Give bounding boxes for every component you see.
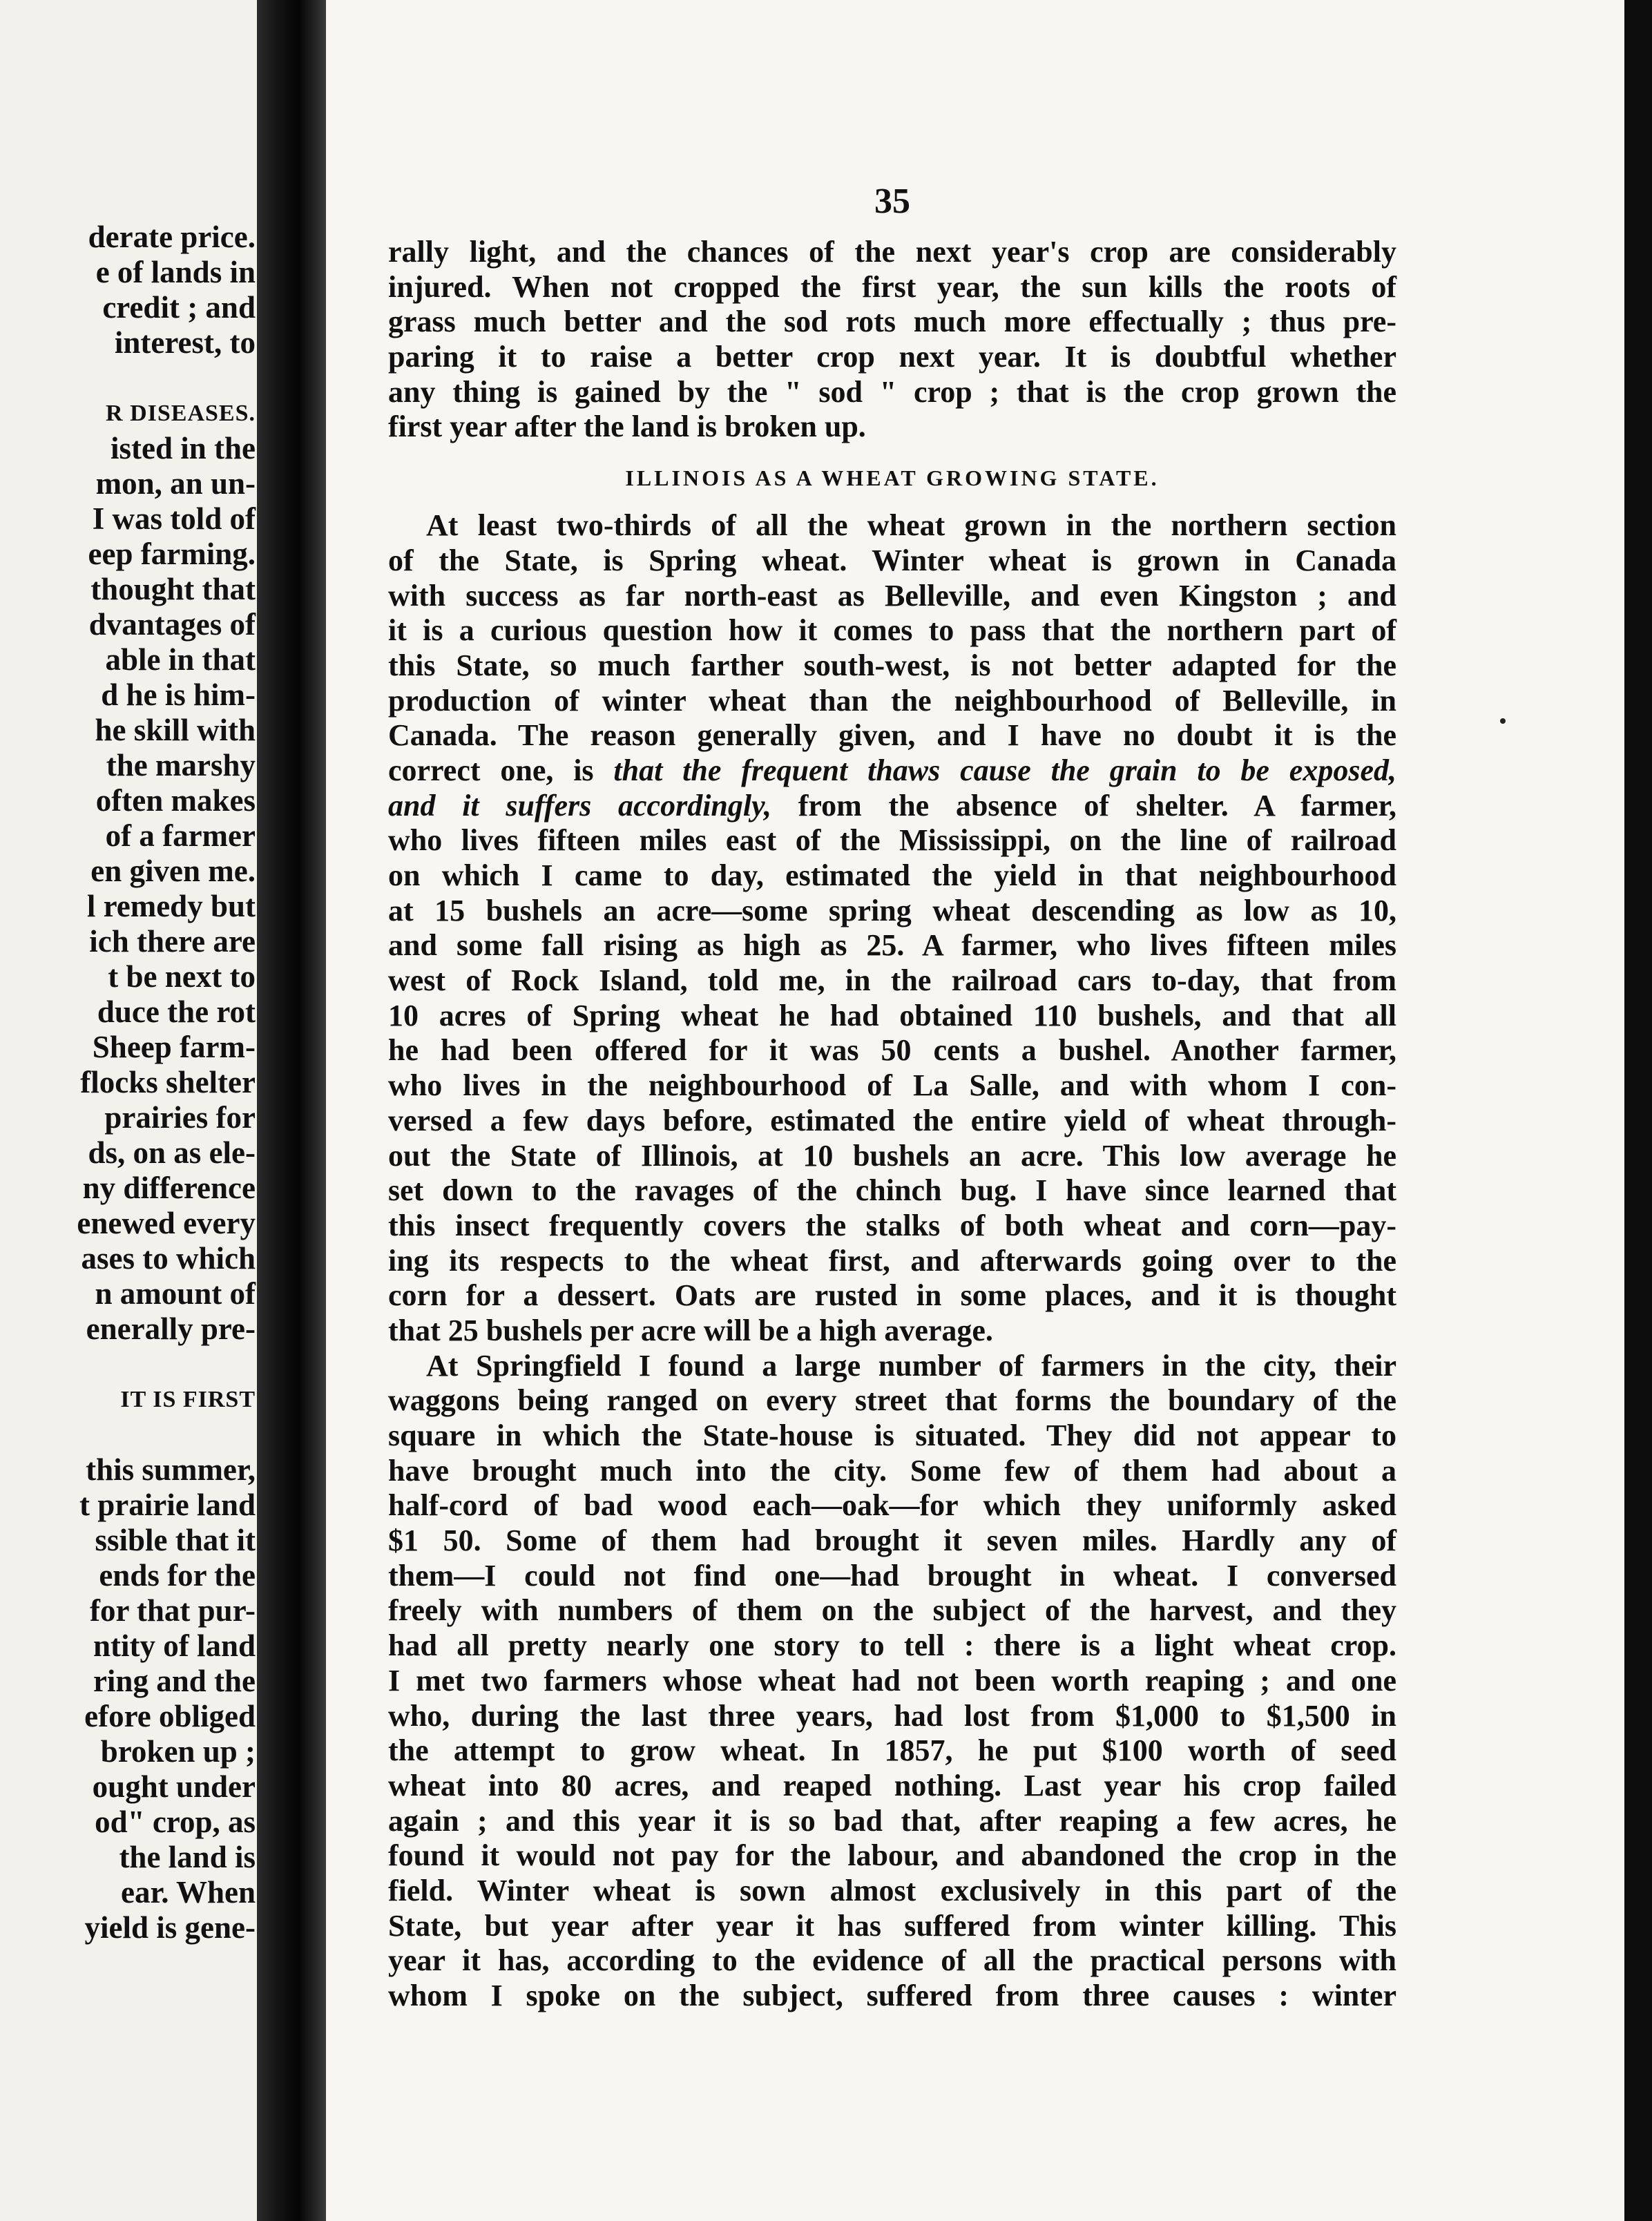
left-page-line: ich there are bbox=[89, 924, 256, 959]
left-page-line: t prairie land bbox=[79, 1488, 256, 1522]
left-page-line: often makes bbox=[95, 783, 256, 818]
left-page-line: efore obliged bbox=[84, 1699, 256, 1733]
left-page-line: eep farming. bbox=[88, 537, 256, 571]
text-line: At Springfield I found a large number of farmers in the city, their bbox=[426, 1348, 1396, 1383]
italic-phrase: and it suffers accordingly, bbox=[388, 788, 772, 823]
left-page-line: derate price. bbox=[88, 220, 256, 254]
left-page-line: ntity of land bbox=[93, 1628, 256, 1663]
page-body bbox=[388, 235, 1396, 2014]
left-page-line: broken up ; bbox=[100, 1734, 256, 1769]
right-page bbox=[326, 0, 1624, 2221]
left-page-line: IT IS FIRST bbox=[120, 1387, 256, 1412]
text-line: set down to the ravages of the chinch bug. I have since learned that bbox=[388, 1173, 1396, 1208]
left-page-line: ds, on as ele- bbox=[88, 1135, 256, 1170]
left-page-line bbox=[0, 1417, 256, 1452]
text-line: with success as far north-east as Belleville, and even Kingston ; and bbox=[388, 578, 1396, 613]
left-page-line: flocks shelter bbox=[80, 1065, 256, 1099]
left-page-line: Sheep farm- bbox=[92, 1030, 256, 1064]
text-line: $1 50. Some of them had brought it seven miles. Hardly any of bbox=[388, 1523, 1396, 1558]
text-line: injured. When not cropped the first year, the sun kills the roots of bbox=[388, 269, 1396, 304]
left-page-line: ought under bbox=[92, 1769, 256, 1804]
text-line: I met two farmers whose wheat had not been worth reaping ; and one bbox=[388, 1663, 1396, 1698]
text-line: 10 acres of Spring wheat he had obtained 110 bushels, and that all bbox=[388, 998, 1396, 1032]
text-line: corn for a dessert. Oats are rusted in some places, and it is thought bbox=[388, 1278, 1396, 1313]
left-page-line: he skill with bbox=[95, 713, 256, 747]
left-page-text bbox=[0, 220, 256, 1945]
text-line: At least two-thirds of all the wheat grown in the northern section bbox=[426, 508, 1396, 543]
left-page-line: this summer, bbox=[86, 1452, 256, 1487]
text-line: and some fall rising as high as 25. A farmer, who lives fifteen miles bbox=[388, 928, 1396, 963]
left-page-line: od" crop, as bbox=[95, 1805, 256, 1839]
text-line: year it has, according to the evidence of all the practical persons with bbox=[388, 1943, 1396, 1978]
paragraph-1 bbox=[388, 235, 1396, 445]
left-page-line: l remedy but bbox=[86, 889, 256, 923]
text-line: the attempt to grow wheat. In 1857, he put $100 worth of seed bbox=[388, 1733, 1396, 1768]
text-line: this insect frequently covers the stalks of both wheat and corn—pay- bbox=[388, 1208, 1396, 1242]
left-page-line: duce the rot bbox=[97, 994, 256, 1029]
text-line: west of Rock Island, told me, in the railroad cars to-day, that from bbox=[388, 963, 1396, 998]
scan-border bbox=[1624, 0, 1652, 2221]
left-page-line: of a farmer bbox=[105, 818, 256, 853]
left-page-line: ear. When bbox=[120, 1875, 256, 1910]
text-line: on which I came to day, estimated the yield in that neighbourhood bbox=[388, 858, 1396, 892]
left-page-line: t be next to bbox=[108, 959, 256, 994]
left-page-line: credit ; and bbox=[102, 290, 256, 325]
page-number: 35 bbox=[874, 182, 910, 221]
text-line: who lives fifteen miles east of the Mississippi, on the line of railroad bbox=[388, 823, 1396, 858]
left-page-fragment bbox=[0, 0, 257, 2221]
left-page-line: for that pur- bbox=[90, 1593, 256, 1628]
text-line: who, during the last three years, had lost from $1,000 to $1,500 in bbox=[388, 1698, 1396, 1733]
text-line: found it would not pay for the labour, and abandoned the crop in the bbox=[388, 1838, 1396, 1873]
left-page-line: dvantages of bbox=[88, 607, 256, 642]
ink-speck bbox=[1500, 718, 1506, 724]
text-line: rally light, and the chances of the next year's crop are considerably bbox=[388, 235, 1396, 269]
left-page-line: enewed every bbox=[77, 1206, 256, 1240]
left-page-line: ssible that it bbox=[95, 1523, 256, 1557]
paragraph-2 bbox=[388, 508, 1396, 753]
left-page-line: ases to which bbox=[81, 1241, 256, 1276]
text-line: he had been offered for it was 50 cents a bushel. Another farmer, bbox=[388, 1033, 1396, 1068]
left-page-line: prairies for bbox=[104, 1100, 256, 1135]
text-line: again ; and this year it is so bad that, after reaping a few acres, he bbox=[388, 1803, 1396, 1838]
text-line: freely with numbers of them on the subject of the harvest, and they bbox=[388, 1593, 1396, 1628]
text-line: of the State, is Spring wheat. Winter wheat is grown in Canada bbox=[388, 543, 1396, 577]
text-line: correct one, is that the frequent thaws cause the grain to be exposed, bbox=[388, 753, 1396, 787]
paragraph-3 bbox=[388, 1349, 1396, 2014]
text-line: field. Winter wheat is sown almost exclusively in this part of the bbox=[388, 1873, 1396, 1907]
text-line: that 25 bushels per acre will be a high average. bbox=[388, 1313, 993, 1347]
left-page-line: R DISEASES. bbox=[106, 401, 256, 426]
left-page-line: mon, an un- bbox=[95, 466, 256, 501]
text-line: wheat into 80 acres, and reaped nothing. Last year his crop failed bbox=[388, 1768, 1396, 1802]
left-page-line: able in that bbox=[105, 642, 256, 677]
left-page-line: I was told of bbox=[92, 501, 256, 536]
text-line: production of winter wheat than the neighbourhood of Belleville, in bbox=[388, 683, 1396, 718]
left-page-line: e of lands in bbox=[95, 255, 256, 289]
text-line: paring it to raise a better crop next year. It is doubtful whether bbox=[388, 340, 1396, 374]
left-page-line bbox=[0, 1347, 256, 1382]
text-line: have brought much into the city. Some few of them had about a bbox=[388, 1453, 1396, 1488]
left-page-line: the land is bbox=[119, 1840, 256, 1874]
left-page-line: ny difference bbox=[82, 1171, 256, 1205]
left-page-line: d he is him- bbox=[101, 677, 256, 712]
book-gutter bbox=[257, 0, 326, 2221]
paragraph-2-continued bbox=[388, 823, 1396, 1348]
section-heading: ILLINOIS AS A WHEAT GROWING STATE. bbox=[625, 465, 1160, 491]
text-line: ing its respects to the wheat first, and afterwards going over to the bbox=[388, 1243, 1396, 1278]
text-line: and it suffers accordingly, from the absence of shelter. A farmer, bbox=[388, 788, 1397, 823]
text-line: at 15 bushels an acre—some spring wheat descending as low as 10, bbox=[388, 893, 1396, 927]
text-line: square in which the State-house is situated. They did not appear to bbox=[388, 1419, 1396, 1452]
text-line: this State, so much farther south-west, is not better adapted for the bbox=[388, 648, 1396, 682]
left-page-line: interest, to bbox=[114, 325, 256, 360]
text-line: it is a curious question how it comes to pass that the northern part of bbox=[388, 613, 1396, 648]
text-line: waggons being ranged on every street that forms the boundary of the bbox=[388, 1383, 1396, 1418]
left-page-line: ring and the bbox=[93, 1664, 256, 1698]
text-line: half-cord of bad wood each—oak—for which they uniformly asked bbox=[388, 1488, 1396, 1523]
text-line: them—I could not find one—had brought in wheat. I conversed bbox=[388, 1558, 1396, 1593]
text-line: grass much better and the sod rots much more effectually ; thus pre- bbox=[388, 305, 1396, 339]
left-page-line: n amount of bbox=[95, 1276, 256, 1311]
left-page-line bbox=[0, 360, 256, 396]
text-line: State, but year after year it has suffered from winter killing. This bbox=[388, 1908, 1396, 1943]
left-page-line: thought that bbox=[90, 572, 256, 606]
text-line: whom I spoke on the subject, suffered from three causes : winter bbox=[388, 1979, 1396, 2012]
left-page-line: en given me. bbox=[90, 854, 256, 888]
left-page-line: ends for the bbox=[99, 1558, 256, 1593]
text-line: versed a few days before, estimated the entire yield of wheat through- bbox=[388, 1103, 1396, 1137]
text-line: first year after the land is broken up. bbox=[388, 410, 866, 444]
text-line: any thing is gained by the " sod " crop ; that is the crop grown the bbox=[388, 374, 1396, 409]
text-line: who lives in the neighbourhood of La Salle, and with whom I con- bbox=[388, 1068, 1396, 1103]
left-page-line: enerally pre- bbox=[86, 1311, 256, 1346]
italic-phrase: that the frequent thaws cause the grain to be exposed, bbox=[613, 753, 1396, 787]
text-line: Canada. The reason generally given, and I have no doubt it is the bbox=[388, 718, 1396, 753]
left-page-line: yield is gene- bbox=[84, 1910, 256, 1945]
text-line: had all pretty nearly one story to tell : there is a light wheat crop. bbox=[388, 1628, 1396, 1663]
text-line: out the State of Illinois, at 10 bushels an acre. This low average he bbox=[388, 1138, 1396, 1173]
left-page-line: isted in the bbox=[110, 431, 256, 465]
left-page-line: the marshy bbox=[106, 748, 256, 782]
